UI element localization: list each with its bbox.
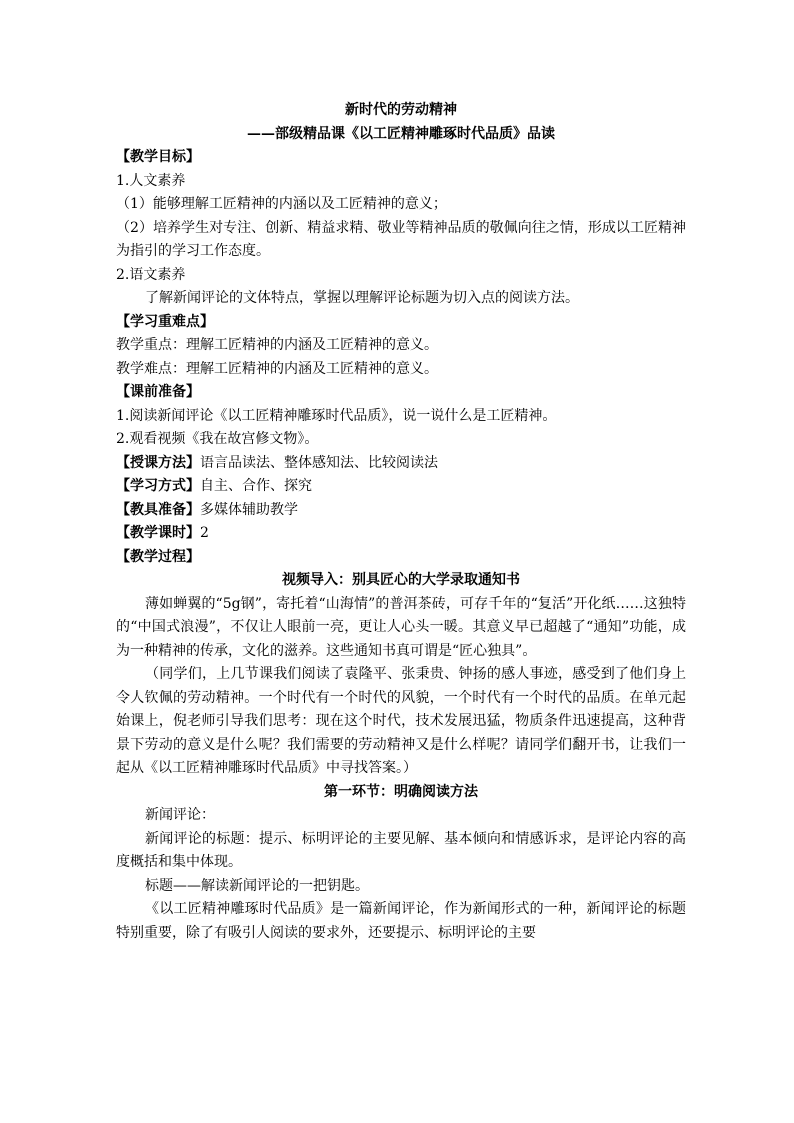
document-subtitle: ——部级精品课《以工匠精神雕琢时代品质》品读 [247,126,555,142]
teaching-tools [116,499,686,523]
preparation-1: 1.阅读新闻评论《以工匠精神雕琢时代品质》，说一说什么是工匠精神。 [116,407,557,424]
document-title: 新时代的劳动精神 [345,102,457,118]
teaching-tools-label: 【教具准备】 [116,501,200,518]
preparation-2: 2.观看视频《我在故宫修文物》。 [116,431,319,447]
section-1-heading: 第一环节：明确阅读方法 [324,783,478,800]
goals-heading: 【教学目标】 [116,149,200,165]
goal-2-a: 了解新闻评论的文体特点，掌握以理解评论标题为切入点的阅读方法。 [145,290,579,306]
class-hours [116,522,686,546]
section-1-paragraph-3: 标题——解读新闻评论的一把钥匙。 [145,877,369,894]
video-intro-paragraph-2: （同学们，上几节课我们阅读了袁隆平、张秉贵、钟扬的感人事迹，感受到了他们身上令人钦佩的劳动精神。一个时代有一个时代的风貌，一个时代有一个时代的品质。在单元起始课上，倪老师引导我们思考：现在这个时代，技术发展迅猛，物质条件迅速提高，这种背景下劳动的意义是什么呢？我们需要的劳动精神又是什么样呢？请同学们翻开书，让我们一起从《以工匠精神雕琢时代品质》中寻找答案。） [116,666,686,776]
goal-2: 2.语文素养 [116,266,186,283]
class-hours-label: 【教学课时】 [116,525,200,541]
class-hours-value: 2 [200,525,209,541]
document-body [116,98,686,945]
study-mode-value: 自主、合作、探究 [200,478,312,494]
hard-point: 教学难点：理解工匠精神的内涵及工匠精神的意义。 [116,360,438,377]
section-1-paragraph-1: 新闻评论： [145,807,215,823]
teaching-method-label: 【授课方法】 [116,454,200,471]
teaching-method [116,452,686,476]
teaching-method-value: 语言品读法、整体感知法、比较阅读法 [200,454,438,471]
study-mode [116,475,686,499]
goal-1-b: （2）培养学生对专注、创新、精益求精、敬业等精神品质的敬佩向往之情，形成以工匠精神为指引的学习工作态度。 [116,219,686,259]
key-point: 教学重点：理解工匠精神的内涵及工匠精神的意义。 [116,337,438,353]
preparation-heading: 【课前准备】 [116,384,200,400]
section-1-paragraph-4: 《以工匠精神雕琢时代品质》是一篇新闻评论，作为新闻形式的一种，新闻评论的标题特别重要，除了有吸引人阅读的要求外，还要提示、标明评论的主要 [116,901,686,941]
process-heading: 【教学过程】 [116,548,200,565]
section-1-paragraph-2: 新闻评论的标题：提示、标明评论的主要见解、基本倾向和情感诉求，是评论内容的高度概括和集中体现。 [116,830,686,870]
teaching-tools-value: 多媒体辅助教学 [200,501,298,518]
goal-1: 1.人文素养 [116,172,186,189]
key-points-heading: 【学习重难点】 [116,313,214,330]
study-mode-label: 【学习方式】 [116,478,200,494]
goal-1-a: （1）能够理解工匠精神的内涵以及工匠精神的意义； [116,196,447,212]
video-intro-paragraph-1: 薄如蝉翼的“5g钢”，寄托着“山海情”的普洱茶砖，可存千年的“复活”开化纸……这独特的“中国式浪漫”，不仅让人眼前一亮，更让人心头一暖。其意义早已超越了“通知”功能，成为一种精神的传承，文化的滋养。这些通知书真可谓是“匠心独具”。 [116,595,686,659]
video-intro-heading: 视频导入：别具匠心的大学录取通知书 [282,572,520,588]
